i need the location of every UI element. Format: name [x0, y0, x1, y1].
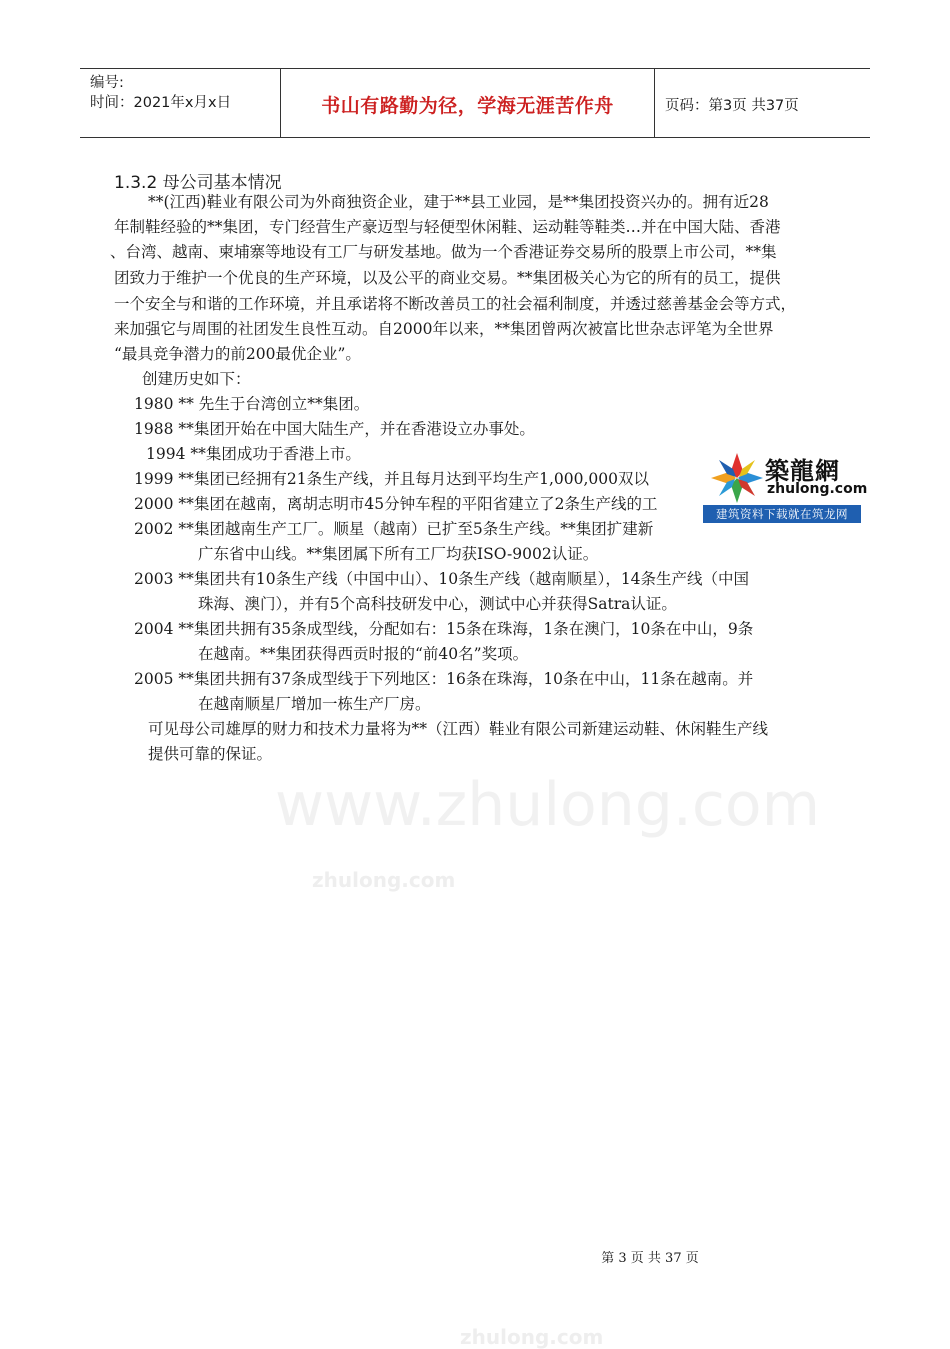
conclusion-line: 可见母公司雄厚的财力和技术力量将为**（江西）鞋业有限公司新建运动鞋、休闲鞋生产线	[148, 720, 769, 738]
intro-line: “最具竞争潜力的前200最优企业”。	[114, 345, 361, 363]
motto-text: 书山有路勤为径，学海无涯苦作舟	[321, 95, 614, 117]
history-title: 创建历史如下：	[142, 370, 251, 388]
intro-line: 团致力于维护一个优良的生产环境，以及公平的商业交易。**集团极关心为它的所有的员工，提供	[114, 269, 781, 287]
history-item: 2002 **集团越南生产工厂。顺星（越南）已扩至5条生产线。**集团扩建新	[134, 520, 654, 538]
history-item: 1980 ** 先生于台湾创立**集团。	[134, 395, 370, 413]
header-meta-cell	[80, 69, 281, 137]
intro-line: **(江西)鞋业有限公司为外商独资企业，建于**县工业园，是**集团投资兴办的。拥有近28	[148, 193, 769, 211]
document-time-label: 时间：2021年x月x日	[90, 95, 232, 111]
intro-line: 年制鞋经验的**集团，专门经营生产豪迈型与轻便型休闲鞋、运动鞋等鞋类…并在中国大陆、香港	[114, 218, 781, 236]
history-item-continuation: 在越南顺星厂增加一栋生产厂房。	[198, 695, 431, 713]
zhulong-logo	[703, 447, 868, 523]
history-item: 1994 **集团成功于香港上市。	[146, 445, 361, 463]
watermark-large: www.zhulong.com	[275, 770, 821, 840]
logo-domain: zhulong.com	[767, 481, 868, 497]
history-item: 1988 **集团开始在中国大陆生产，并在香港设立办事处。	[134, 420, 535, 438]
history-item: 1999 **集团已经拥有21条生产线，并且每月达到平均生产1,000,000双以	[134, 470, 649, 488]
page-code: 页码：第3页 共37页	[665, 98, 799, 114]
history-item: 2005 **集团共拥有37条成型线于下列地区：16条在珠海，10条在中山，11条在越南。并	[134, 670, 754, 688]
section-heading: 1.3.2 母公司基本情况	[114, 173, 282, 193]
header-table	[80, 68, 870, 138]
document-number-label: 编号:	[90, 75, 124, 91]
logo-chinese-name: 築龍網	[765, 457, 840, 485]
zhulong-emblem-icon	[709, 451, 765, 505]
history-item: 2004 **集团共拥有35条成型线，分配如右：15条在珠海，1条在澳门，10条在中山，9条	[134, 620, 754, 638]
watermark-small: zhulong.com	[312, 868, 456, 892]
header-motto-cell	[281, 69, 655, 137]
history-item: 2000 **集团在越南，离胡志明市45分钟车程的平阳省建立了2条生产线的工	[134, 495, 658, 513]
history-item-continuation: 在越南。**集团获得西贡时报的“前40名”奖项。	[198, 645, 529, 663]
conclusion-line: 提供可靠的保证。	[148, 745, 273, 763]
page-footer: 第 3 页 共 37 页	[601, 1251, 699, 1266]
header-page-cell	[655, 69, 870, 137]
intro-line: 一个安全与和谐的工作环境，并且承诺将不断改善员工的社会福利制度，并透过慈善基金会等方式，	[114, 295, 797, 313]
history-item-continuation: 珠海、澳门），并有5个高科技研发中心，测试中心并获得Satra认证。	[198, 595, 677, 613]
history-item-continuation: 广东省中山线。**集团属下所有工厂均获ISO-9002认证。	[198, 545, 599, 563]
intro-line: 、台湾、越南、柬埔寨等地设有工厂与研发基地。做为一个香港证券交易所的股票上市公司，**集	[110, 243, 777, 261]
watermark-bottom: zhulong.com	[460, 1325, 604, 1349]
history-item: 2003 **集团共有10条生产线（中国中山）、10条生产线（越南顺星），14条生产线（中国	[134, 570, 750, 588]
logo-slogan: 建筑资料下载就在筑龙网	[703, 505, 861, 523]
intro-line: 来加强它与周围的社团发生良性互动。自2000年以来，**集团曾两次被富比世杂志评笔为全世界	[114, 320, 774, 338]
